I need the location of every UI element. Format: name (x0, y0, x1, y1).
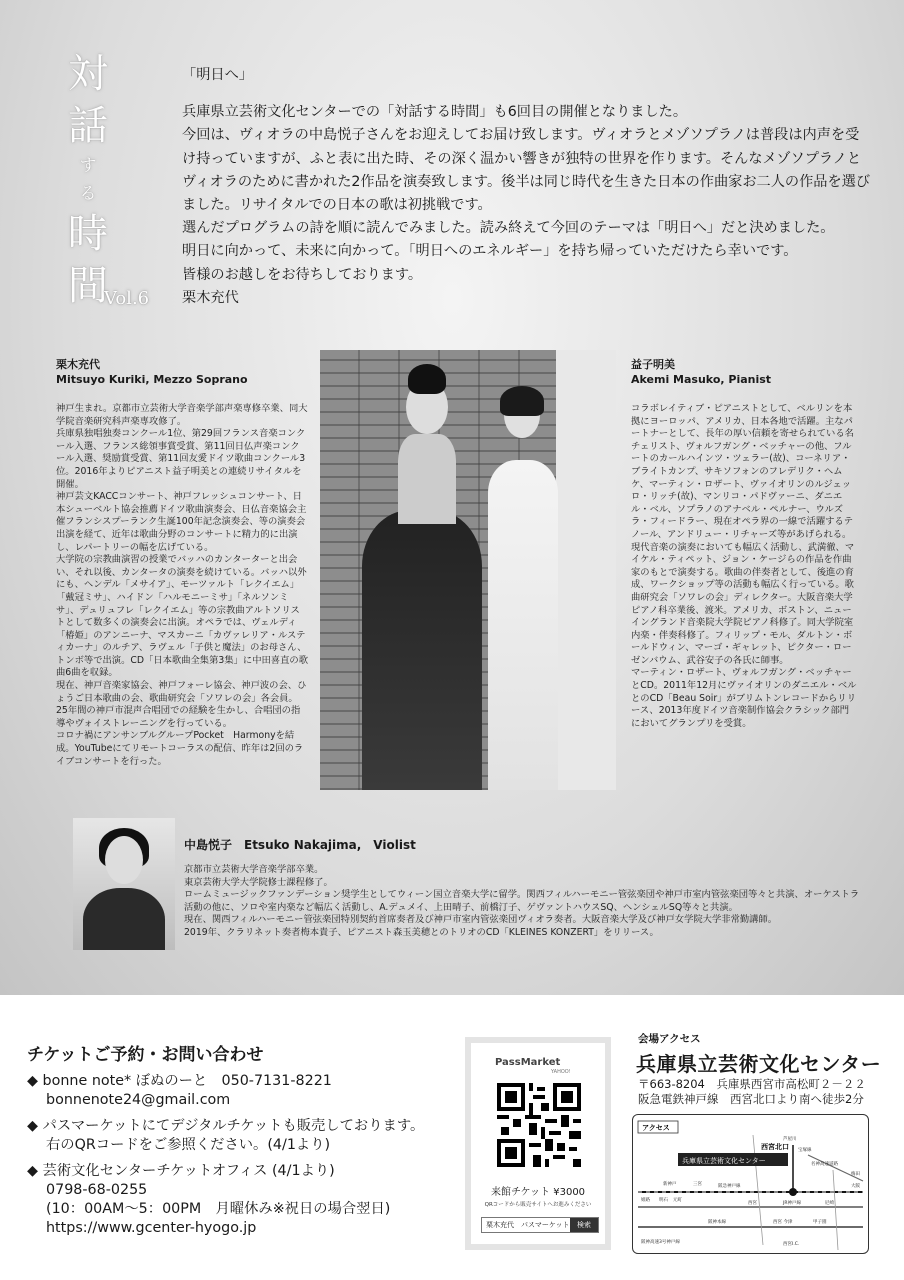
access-map[interactable] (632, 1114, 869, 1254)
vertical-title (68, 48, 108, 312)
map-label: 大阪 (851, 1184, 860, 1189)
map-label: JR神戸線 (783, 1201, 801, 1206)
diamond-bullet-icon: ◆ (27, 1073, 38, 1089)
website-link[interactable]: https://www.gcenter-hyogo.jp (46, 1220, 257, 1236)
title-char: 対 (68, 51, 108, 97)
ticket-line: bonne note* ぼぬのーと 050-7131-8221 (42, 1073, 332, 1089)
ticket-item (27, 1072, 457, 1110)
map-label: 梅田 (851, 1172, 860, 1177)
qr-code-icon[interactable] (497, 1083, 581, 1167)
masuko-heading (631, 357, 771, 387)
kuriki-name-en: Mitsuyo Kuriki, Mezzo Soprano (56, 373, 248, 386)
map-label: 阪急神戸線 (718, 1184, 741, 1189)
title-char: す (79, 156, 97, 176)
map-label: 尼崎 (825, 1201, 834, 1206)
greeting (182, 64, 872, 310)
kuriki-heading (56, 357, 248, 387)
title-char: 話 (68, 103, 108, 149)
venue-label: 会場アクセス (638, 1033, 701, 1045)
bio-paragraph: 大学院の宗教曲演習の授業でバッハのカンターターと出会い、それ以後、カンタータの演奏を続けている。バッハ以外にも、ヘンデル「メサイア」、モーツァルト「レクイエム」「戴冠ミサ」、ハイドン「ハルモニーミサ」「ネルソンミサ」、デュリュフレ「レクイエム」等の宗教曲アルトソリストとして数多くの演奏会に出演。オペラでは、ヴェルディ「椿姫」のアンニーナ、マスカーニ「カヴァレリア・ルスティカーナ」のルチア、ラヴェル「子供と魔法」のお母さん、トンボ等で出演。CD「日本歌曲全集第3集」に中田喜直の歌曲6曲を収録。 (56, 554, 308, 679)
map-venue-box: 兵庫県立芸術文化センター (682, 1157, 766, 1165)
title-char: 間 (68, 263, 108, 309)
bio-paragraph: 東京芸術大学大学院修士課程修了。 (184, 876, 333, 888)
bio-paragraph: 神戸生まれ。京都市立芸術大学音楽学部声楽専修卒業、同大学院音楽研究科声楽専攻修了。 (56, 403, 308, 427)
kuriki-bio (56, 403, 308, 768)
ticket-info (27, 1072, 457, 1245)
bio-paragraph: 兵庫県独唱独奏コンクール1位、第29回フランス音楽コンクール入選、フランス総領事賞受賞、第11回日仏声楽コンクール入選、奨励賞受賞、第11回友愛ドイツ歌曲コンクール3位。2016年よりピアニスト益子明美との連続リサイタルを開催。 (56, 428, 306, 490)
bio-paragraph: 京都市立芸術大学音楽学部卒業。 (184, 864, 324, 875)
greeting-paragraph: 明日に向かって、未来に向かって。「明日へのエネルギー」を持ち帰っていただけたら幸いです。 (182, 243, 798, 260)
bio-paragraph: ロームミュージックファンデーション奨学生としてウィーン国立音楽大学に留学。関西フィルハーモニー管弦楽団や神戸市室内管弦楽団等々と共演、オーケストラ活動の他に、ソロや室内楽など幅広く活動し、A.デュメイ、上田晴子、前橋汀子、ゲヴァントハウスSQ、ヘンシェルSQ等々と共演。 (184, 889, 860, 913)
bio-paragraph: 2019年、クラリネット奏者梅本貴子、ピアニスト森玉美穂とのトリオのCD「KLEINES KONZERT」をリリース。 (184, 926, 659, 938)
ticket-line: 芸術文化センターチケットオフィス (4/1より) (42, 1163, 335, 1179)
ticket-title: チケットご予約・お問い合わせ (27, 1045, 264, 1065)
ticket-price: 来館チケット ¥3000 (490, 1187, 586, 1198)
map-label: 宝塚線 (798, 1148, 812, 1153)
venue-address-line: 阪急電鉄神戸線 西宮北口より南へ徒歩2分 (638, 1092, 864, 1106)
nakajima-bio (184, 864, 864, 940)
ticket-item (27, 1162, 457, 1238)
map-label: 阪神高速3号神戸線 (641, 1240, 680, 1245)
kuriki-name-ja: 栗木充代 (56, 358, 100, 371)
map-label: 姫路 (641, 1198, 650, 1203)
diamond-bullet-icon: ◆ (27, 1163, 38, 1179)
venue-address (638, 1077, 866, 1107)
bio-paragraph: 現在、関西フィルハーモニー管弦楽団特別契約首席奏者及び神戸市室内管弦楽団ヴィオラ奏者。大阪音楽大学及び神戸女学院大学非常勤講師。 (184, 914, 778, 926)
bio-paragraph: コラボレイティブ・ピアニストとして、ベルリンを本拠にヨーロッパ、アメリカ、日本各地で活躍。主なパートナーとして、長年の厚い信頼を寄せられている名チェリスト、ヴォルフガング・ベッチャーの他、フルートのカールハインツ・ツェラー(故)、コーネリア・ブライトカンプ、サキソフォンのフレデリク・ヘムケ、マーティン・ロザート、ヴァイオリンのルジェッロ・リッチ(故)、マンリコ・パドヴァーニ、ダニエル・ベル、ソプラノのアナベル・ペルナー、ウルズラ・フィードラー、現在オペラ界の一線で活躍するテノール、アンドリュー・リチャーズ等があげられる。現代音楽の演奏においても幅広く活動し、武満徹、マイケル・ティペット、ジョン・ケージらの作品を作曲家のもとで演奏する。歌曲の伴奏者として、後進の育成、ワークショップ等の活動も幅広く行っている。歌曲研究会「ソワレの会」ディレクター。大阪音楽大学ピアノ科卒業後、渡米。アメリカ、ボストン、ニューイングランド音楽院大学院ピアノ科修了。同大学院室内楽・伴奏科修了。フィリップ・モル、ダルトン・ボールドウィン、マーゴ・ギャレット、ピクター・ローゼンバウム、武谷安子の各氏に師事。 (631, 403, 855, 666)
qr-card (465, 1037, 611, 1250)
map-title: アクセス (642, 1124, 670, 1132)
nakajima-name: 中島悦子 Etsuko Nakajima, Violist (184, 838, 416, 852)
greeting-paragraph: 選んだプログラムの詩を順に読んでみました。読み終えて今回のテーマは「明日へ」だと決めました。 (182, 220, 835, 237)
search-query: 栗木充代 パスマーケット (486, 1221, 570, 1229)
greeting-paragraph: 今回は、ヴィオラの中島悦子さんをお迎えしてお届け致します。ヴィオラとメゾソプラノは普段は内声を受け持っていますが、ふと表に出た時、その深く温かい響きが独特の世界を作ります。そんなメゾソプラノとヴィオラのために書かれた2作品を演奏致します。後半は同じ時代を生きた日本の作曲家お二人の作品を選びました。リサイタルでの日本の歌は初挑戦です。 (182, 127, 871, 214)
map-label: 芦屋川 (783, 1137, 797, 1142)
ticket-hours: (10：00AM～5：00PM 月曜休み※祝日の場合翌日) (46, 1201, 391, 1217)
greeting-title: 「明日へ」 (182, 67, 253, 83)
greeting-paragraph: 兵庫県立芸術文化センターでの「対話する時間」も6回目の開催となりました。 (182, 104, 688, 121)
greeting-signature: 栗木充代 (182, 289, 239, 306)
venue-address-line: 〒663-8204 兵庫県西宮市高松町２－２２ (638, 1077, 866, 1091)
title-char: る (79, 184, 97, 204)
diamond-bullet-icon: ◆ (27, 1118, 38, 1134)
email-link[interactable]: bonnenote24@gmail.com (46, 1092, 231, 1108)
map-label: 明石 (659, 1198, 668, 1203)
map-label: 新神戸 (663, 1182, 677, 1187)
map-station: 西宮北口 (761, 1143, 789, 1151)
passmarket-logo: PassMarket (495, 1057, 561, 1068)
map-label: 三宮 (693, 1182, 702, 1187)
bio-paragraph: 現在、神戸音楽家協会、神戸フォーレ協会、神戸波の会、ひょうご日本歌曲の会、歌曲研究会「ソワレの会」各会員。25年間の神戸市混声合唱団での経験を生かし、合唱団の指導やヴォイストレーニングを行っている。 (56, 680, 307, 729)
ticket-item (27, 1117, 457, 1155)
volume-label: Vol.6 (104, 288, 150, 309)
map-label: 阪神本線 (708, 1220, 726, 1225)
phone-number: 0798-68-0255 (46, 1182, 148, 1198)
map-label: 甲子園 (813, 1220, 827, 1225)
venue-name: 兵庫県立芸術文化センター (636, 1052, 882, 1076)
map-label: 西宮 今津 (773, 1220, 793, 1225)
title-char: 時 (68, 211, 108, 257)
bio-paragraph: マーティン・ロザート、ヴォルフガング・ベッチャーとCD。2011年12月にヴァイオリンのダニエル・ベルとのCD「Beau Soir」がブリムトンレコードからリリース、2013年度ドイツ音楽制作協会クラシック部門においてグランプリを受賞。 (631, 667, 857, 729)
ticket-line: パスマーケットにてデジタルチケットも販売しております。 (42, 1118, 425, 1134)
masuko-bio (631, 403, 857, 730)
search-box[interactable] (481, 1217, 599, 1233)
bio-paragraph: コロナ禍にアンサンブルグループPocket Harmonyを結成。YouTubeにてリモートコーラスの配信、昨年は2回のライブコンサートを行った。 (56, 730, 304, 767)
performers-photo (320, 350, 616, 790)
qr-note: QRコードから販売サイトへお進みください (484, 1202, 592, 1208)
greeting-paragraph: 皆様のお越しをお待ちしております。 (182, 266, 423, 283)
yahoo-logo: YAHOO! (551, 1069, 571, 1075)
search-button[interactable]: 検索 (570, 1218, 598, 1232)
bio-paragraph: 神戸芸文KACCコンサート、神戸フレッシュコンサート、日本シューベルト協会推薦ドイツ歌曲演奏会、日仏音楽協会主催フランシスプーランク生誕100年記念演奏会、等の演奏会出演を経て、近年は歌曲分野のコンサートに精力的に出演し、レパートリーの幅を広げている。 (56, 491, 307, 553)
map-label: 西宮 (748, 1201, 757, 1206)
ticket-line: 右のQRコードをご参照ください。(4/1より) (46, 1137, 331, 1153)
nakajima-photo (73, 818, 175, 950)
map-label: 元町 (673, 1198, 682, 1203)
map-label: 名神高速道路 (811, 1162, 838, 1167)
masuko-name-ja: 益子明美 (631, 358, 675, 371)
map-label: 西宮I.C. (783, 1242, 800, 1247)
masuko-name-en: Akemi Masuko, Pianist (631, 373, 772, 386)
